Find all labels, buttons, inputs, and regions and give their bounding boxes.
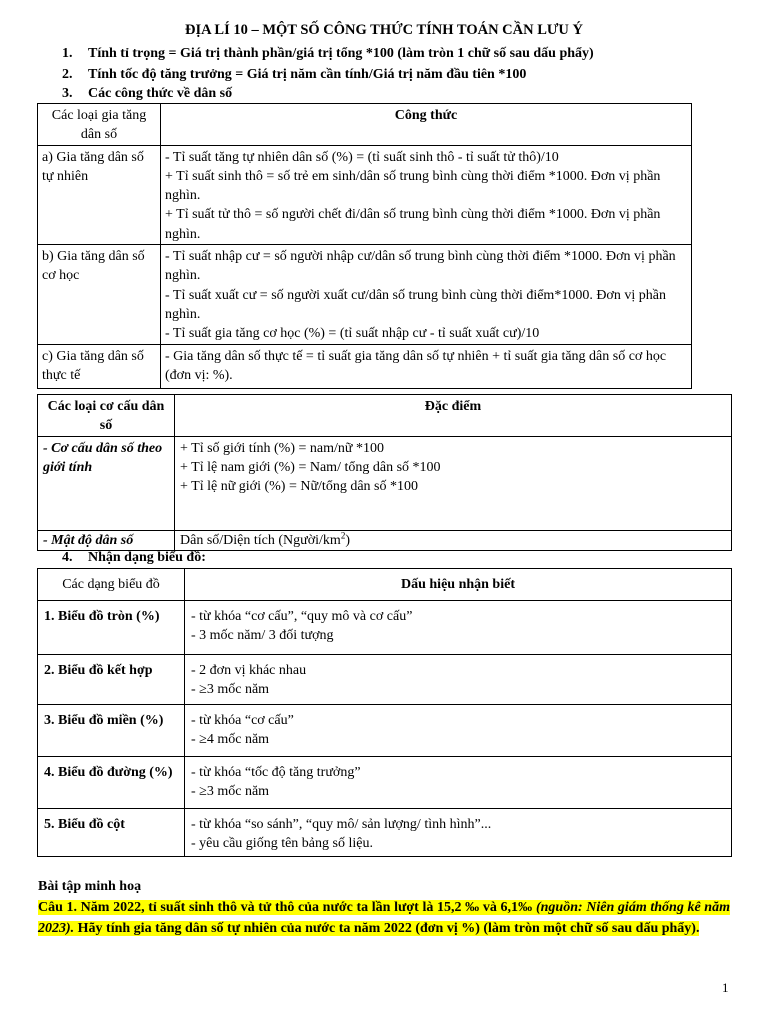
question-source: (nguồn: Niên giám thống kê năm 2023). (38, 900, 730, 936)
formula-line: + Tỉ suất sinh thô = số trẻ em sinh/dân số trung bình cùng thời điểm *1000. Đơn vị phần nghìn. (165, 168, 661, 204)
list-item-1 (62, 44, 594, 63)
sign-line: - từ khóa “so sánh”, “quy mô/ sản lượng/ tình hình”... (191, 817, 492, 832)
question-text: Câu 1. Năm 2022, tỉ suất sinh thô và tử thô của nước ta lần lượt là 15,2 ‰ và 6,1‰ (38, 900, 536, 915)
page-title: ĐỊA LÍ 10 – MỘT SỐ CÔNG THỨC TÍNH TOÁN CẦN LƯU Ý (184, 22, 583, 38)
table-cell-formula (161, 245, 692, 344)
table-cell-type: - Cơ cấu dân số theo giới tính (38, 436, 175, 530)
list-text: Tính tỉ trọng = Giá trị thành phần/giá trị tổng *100 (làm tròn 1 chữ số sau dấu phẩy) (88, 46, 594, 61)
table-cell-signs (185, 655, 732, 705)
feature-line: + Tỉ lệ nam giới (%) = Nam/ tổng dân số *100 (180, 459, 441, 475)
table-cell-type: a) Gia tăng dân số tự nhiên (38, 145, 161, 244)
table-cell-signs (185, 601, 732, 655)
table-header: Dấu hiệu nhận biết (185, 569, 732, 601)
table-cell-type: b) Gia tăng dân số cơ học (38, 245, 161, 344)
table-cell-chart-type: 4. Biểu đồ đường (%) (38, 757, 185, 809)
sign-line: - 3 mốc năm/ 3 đối tượng (191, 628, 334, 644)
closing-paren: ) (345, 532, 350, 548)
density-formula: Dân số/Diện tích (Người/km (180, 532, 341, 548)
chart-types-table (37, 568, 732, 857)
table-header: Các loại gia tăng dân số (38, 104, 161, 146)
table-cell-type: c) Gia tăng dân số thực tế (38, 344, 161, 388)
table-cell-formula (161, 145, 692, 244)
formula-line: + Tỉ suất tử thô = số người chết đi/dân số trung bình cùng thời điểm *1000. Đơn vị phần nghìn. (165, 207, 661, 242)
section-4-heading (62, 548, 206, 567)
sign-line: - ≥3 mốc năm (191, 784, 270, 800)
table-header: Đặc điểm (175, 395, 732, 437)
list-number: 3. (62, 86, 73, 101)
list-number: 1. (62, 46, 73, 61)
feature-line: + Tỉ số giới tính (%) = nam/nữ *100 (180, 440, 384, 456)
table-cell-signs (185, 705, 732, 757)
list-number: 4. (62, 550, 73, 565)
table-cell-feature (175, 436, 732, 530)
sign-line: - từ khóa “tốc độ tăng trưởng” (191, 765, 361, 780)
sign-line: - 2 đơn vị khác nhau (191, 663, 307, 678)
formula-line: - Tỉ suất gia tăng cơ học (%) = (tỉ suất nhập cư - tỉ suất xuất cư)/10 (165, 326, 540, 342)
table-header: Các dạng biểu đồ (38, 569, 185, 601)
exercise-question (38, 897, 730, 939)
table-header: Các loại cơ cấu dân số (38, 395, 175, 437)
sign-line: - ≥4 mốc năm (191, 732, 270, 748)
table-cell-signs (185, 809, 732, 857)
table-cell-type: - Mật độ dân số (38, 530, 175, 550)
population-growth-table (37, 103, 692, 389)
list-text: Nhận dạng biểu đồ: (88, 550, 206, 565)
table-cell-chart-type: 5. Biểu đồ cột (38, 809, 185, 857)
list-number: 2. (62, 67, 73, 82)
formula-line: - Gia tăng dân số thực tế = tỉ suất gia tăng dân số tự nhiên + tỉ suất gia tăng dân số cơ học (đơn vị: %). (165, 348, 667, 383)
table-cell-formula (161, 344, 692, 388)
table-cell-chart-type: 3. Biểu đồ miền (%) (38, 705, 185, 757)
formula-line: - Tỉ suất tăng tự nhiên dân số (%) = (tỉ suất sinh thô - tỉ suất tử thô)/10 (165, 149, 559, 165)
list-item-2 (62, 65, 526, 84)
population-structure-table (37, 394, 732, 551)
feature-line: + Tỉ lệ nữ giới (%) = Nữ/tổng dân số *100 (180, 479, 418, 495)
table-cell-chart-type: 1. Biểu đồ tròn (%) (38, 601, 185, 655)
sign-line: - yêu cầu giống tên bảng số liệu. (191, 836, 373, 852)
table-cell-chart-type: 2. Biểu đồ kết hợp (38, 655, 185, 705)
exercise-label: Bài tập minh hoạ (38, 879, 142, 894)
list-text: Các công thức về dân số (88, 86, 233, 101)
formula-line: - Tỉ suất xuất cư = số người xuất cư/dân số trung bình cùng thời điểm*1000. Đơn vị phần nghìn. (165, 287, 666, 322)
page-number: 1 (722, 980, 729, 995)
formula-line: - Tỉ suất nhập cư = số người nhập cư/dân số trung bình cùng thời điểm *1000. Đơn vị phần nghìn. (165, 249, 676, 284)
table-header: Công thức (161, 104, 692, 146)
table-cell-signs (185, 757, 732, 809)
table-cell-feature (175, 530, 732, 550)
question-task: Hãy tính gia tăng dân số tự nhiên của nước ta năm 2022 (đơn vị %) (làm tròn một chữ số sau dấu phẩy). (74, 921, 700, 936)
superscript: 2 (340, 529, 346, 540)
sign-line: - từ khóa “cơ cấu”, “quy mô và cơ cấu” (191, 609, 413, 624)
sign-line: - ≥3 mốc năm (191, 682, 270, 698)
list-text: Tính tốc độ tăng trưởng = Giá trị năm cần tính/Giá trị năm đầu tiên *100 (88, 67, 527, 82)
sign-line: - từ khóa “cơ cấu” (191, 713, 294, 728)
list-item-3 (62, 84, 232, 103)
